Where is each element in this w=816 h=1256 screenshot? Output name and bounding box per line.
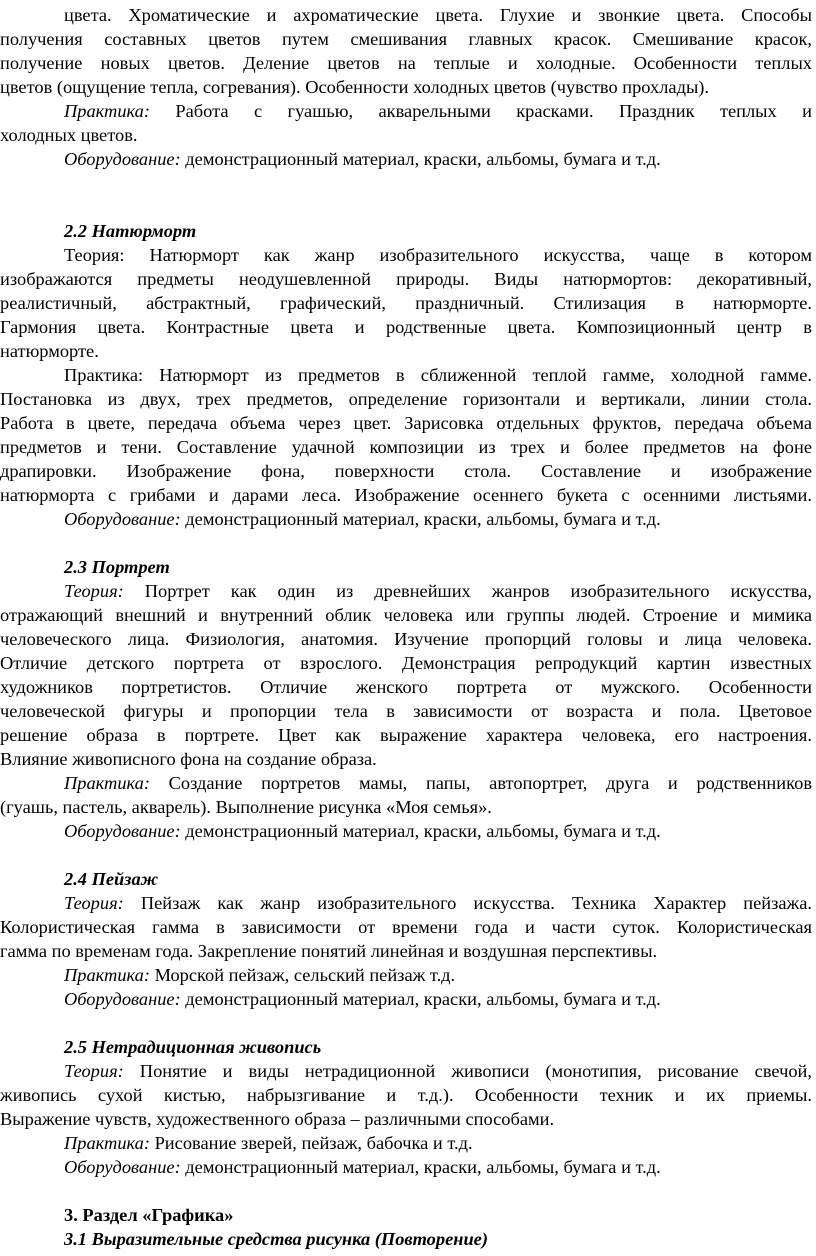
text-line	[0, 291, 812, 315]
text-line	[0, 795, 812, 819]
body-text: человеческой фигуры и пропорции тела в зависимости от возраста и пола. Цветовое	[0, 701, 812, 721]
body-text: гамма по временам года. Закрепление понятий линейная и воздушная перспективы.	[0, 941, 658, 961]
label-text: Оборудование:	[64, 821, 181, 841]
body-text: натюрморта с грибами и дарами леса. Изображение осеннего букета с осенними листьями.	[0, 485, 812, 505]
body-text: демонстрационный материал, краски, альбомы, бумага и т.д.	[180, 509, 661, 529]
label-text: Практика:	[64, 1133, 150, 1153]
body-text: человеческого лица. Физиология, анатомия. Изучение пропорций головы и лица человека.	[0, 629, 812, 649]
text-line	[64, 555, 812, 579]
heading-text: 2.5 Нетрадиционная живопись	[64, 1037, 322, 1057]
label-text: Теория:	[64, 893, 124, 913]
text-line	[64, 963, 812, 987]
body-text: Понятие и виды нетрадиционной живописи (монотипия, рисование свечой,	[123, 1061, 812, 1081]
body-text: Практика: Натюрморт из предметов в сближенной теплой гамме, холодной гамме.	[64, 365, 812, 385]
text-line	[0, 315, 812, 339]
heading-text: 2.3 Портрет	[64, 557, 170, 577]
text-line	[0, 627, 812, 651]
heading-text: 3.1 Выразительные средства рисунка (Повторение)	[64, 1229, 488, 1249]
label-text: Теория:	[64, 581, 124, 601]
body-text: художников портретистов. Отличие женского портрета от мужского. Особенности	[0, 677, 812, 697]
body-text: Отличие детского портрета от взрослого. Демонстрация репродукций картин известных	[0, 653, 812, 673]
text-line	[0, 387, 812, 411]
text-line	[64, 3, 812, 27]
body-text: демонстрационный материал, краски, альбомы, бумага и т.д.	[180, 989, 661, 1009]
label-text: Оборудование:	[64, 149, 181, 169]
body-text: цветов (ощущение тепла, согревания). Особенности холодных цветов (чувство прохлады).	[0, 77, 710, 97]
label-text: Оборудование:	[64, 989, 181, 1009]
body-text: отражающий внешний и внутренний облик человека или группы людей. Строение и мимика	[0, 605, 812, 625]
body-text: Гармония цвета. Контрастные цвета и родственные цвета. Композиционный центр в	[0, 317, 812, 337]
text-line	[0, 915, 812, 939]
text-line	[64, 867, 812, 891]
body-text: демонстрационный материал, краски, альбомы, бумага и т.д.	[180, 1157, 661, 1177]
body-text: Выражение чувств, художественного образа – различными способами.	[0, 1109, 555, 1129]
body-text: холодных цветов.	[0, 125, 138, 145]
text-line	[0, 459, 812, 483]
body-text: Постановка из двух, трех предметов, определение горизонтали и вертикали, линии стола.	[0, 389, 812, 409]
body-text: Портрет как один из древнейших жанров изобразительного искусства,	[123, 581, 812, 601]
text-line	[64, 1155, 812, 1179]
body-text: реалистичный, абстрактный, графический, праздничный. Стилизация в натюрморте.	[0, 293, 812, 313]
text-line	[64, 363, 812, 387]
body-text: демонстрационный материал, краски, альбомы, бумага и т.д.	[180, 821, 661, 841]
text-line	[64, 99, 812, 123]
text-line	[0, 51, 812, 75]
text-line	[0, 267, 812, 291]
text-line	[0, 699, 812, 723]
text-line	[64, 507, 812, 531]
text-line	[0, 339, 812, 363]
body-text: получение новых цветов. Деление цветов на теплые и холодные. Особенности теплых	[0, 53, 812, 73]
text-line	[0, 435, 812, 459]
text-line	[0, 1107, 812, 1131]
body-text: Создание портретов мамы, папы, автопортрет, друга и родственников	[149, 773, 812, 793]
label-text: Практика:	[64, 965, 150, 985]
label-text: Оборудование:	[64, 509, 181, 529]
text-line	[0, 411, 812, 435]
text-line	[0, 1083, 812, 1107]
text-line	[64, 147, 812, 171]
heading-text: 2.2 Натюрморт	[64, 221, 197, 241]
text-line	[0, 747, 812, 771]
text-line	[0, 75, 812, 99]
label-text: Оборудование:	[64, 1157, 181, 1177]
text-line	[64, 219, 812, 243]
body-text: получения составных цветов путем смешивания главных красок. Смешивание красок,	[0, 29, 812, 49]
body-text: живопись сухой кистью, набрызгивание и т.д.). Особенности техник и их приемы.	[0, 1085, 812, 1105]
body-text: Работа в цвете, передача объема через цвет. Зарисовка отдельных фруктов, передача объема	[0, 413, 812, 433]
body-text: (гуашь, пастель, акварель). Выполнение рисунка «Моя семья».	[0, 797, 492, 817]
text-line	[64, 1203, 812, 1227]
body-text: Теория: Натюрморт как жанр изобразительного искусства, чаще в котором	[64, 245, 812, 265]
label-text: Практика:	[64, 773, 150, 793]
label-text: Практика:	[64, 101, 150, 121]
text-line	[0, 723, 812, 747]
text-line	[64, 1131, 812, 1155]
text-line	[64, 1059, 812, 1083]
text-line	[0, 123, 812, 147]
text-line	[0, 27, 812, 51]
heading-text: 2.4 Пейзаж	[64, 869, 159, 889]
body-text: Работа с гуашью, акварельными красками. Праздник теплых и	[149, 101, 812, 121]
label-text: Теория:	[64, 1061, 124, 1081]
text-line	[0, 603, 812, 627]
body-text: изображаются предметы неодушевленной природы. Виды натюрмортов: декоративный,	[0, 269, 812, 289]
body-text: цвета. Хроматические и ахроматические цвета. Глухие и звонкие цвета. Способы	[64, 5, 812, 25]
body-text: Влияние живописного фона на создание образа.	[0, 749, 377, 769]
text-line	[64, 243, 812, 267]
text-line	[64, 1227, 812, 1251]
body-text: Колористическая гамма в зависимости от времени года и части суток. Колористическая	[0, 917, 812, 937]
heading-text: 3. Раздел «Графика»	[64, 1205, 234, 1225]
body-text: Морской пейзаж, сельский пейзаж т.д.	[149, 965, 456, 985]
text-line	[0, 651, 812, 675]
text-line	[0, 483, 812, 507]
text-line	[64, 819, 812, 843]
text-line	[64, 771, 812, 795]
body-text: демонстрационный материал, краски, альбомы, бумага и т.д.	[180, 149, 661, 169]
text-line	[64, 1035, 812, 1059]
text-line	[64, 891, 812, 915]
body-text: Пейзаж как жанр изобразительного искусства. Техника Характер пейзажа.	[123, 893, 812, 913]
text-line	[64, 987, 812, 1011]
body-text: драпировки. Изображение фона, поверхности стола. Составление и изображение	[0, 461, 812, 481]
body-text: решение образа в портрете. Цвет как выражение характера человека, его настроения.	[0, 725, 812, 745]
text-line	[0, 939, 812, 963]
body-text: предметов и тени. Составление удачной композиции из трех и более предметов на фоне	[0, 437, 812, 457]
body-text: Рисование зверей, пейзаж, бабочка и т.д.	[149, 1133, 473, 1153]
text-line	[0, 675, 812, 699]
body-text: натюрморте.	[0, 341, 99, 361]
text-line	[64, 579, 812, 603]
